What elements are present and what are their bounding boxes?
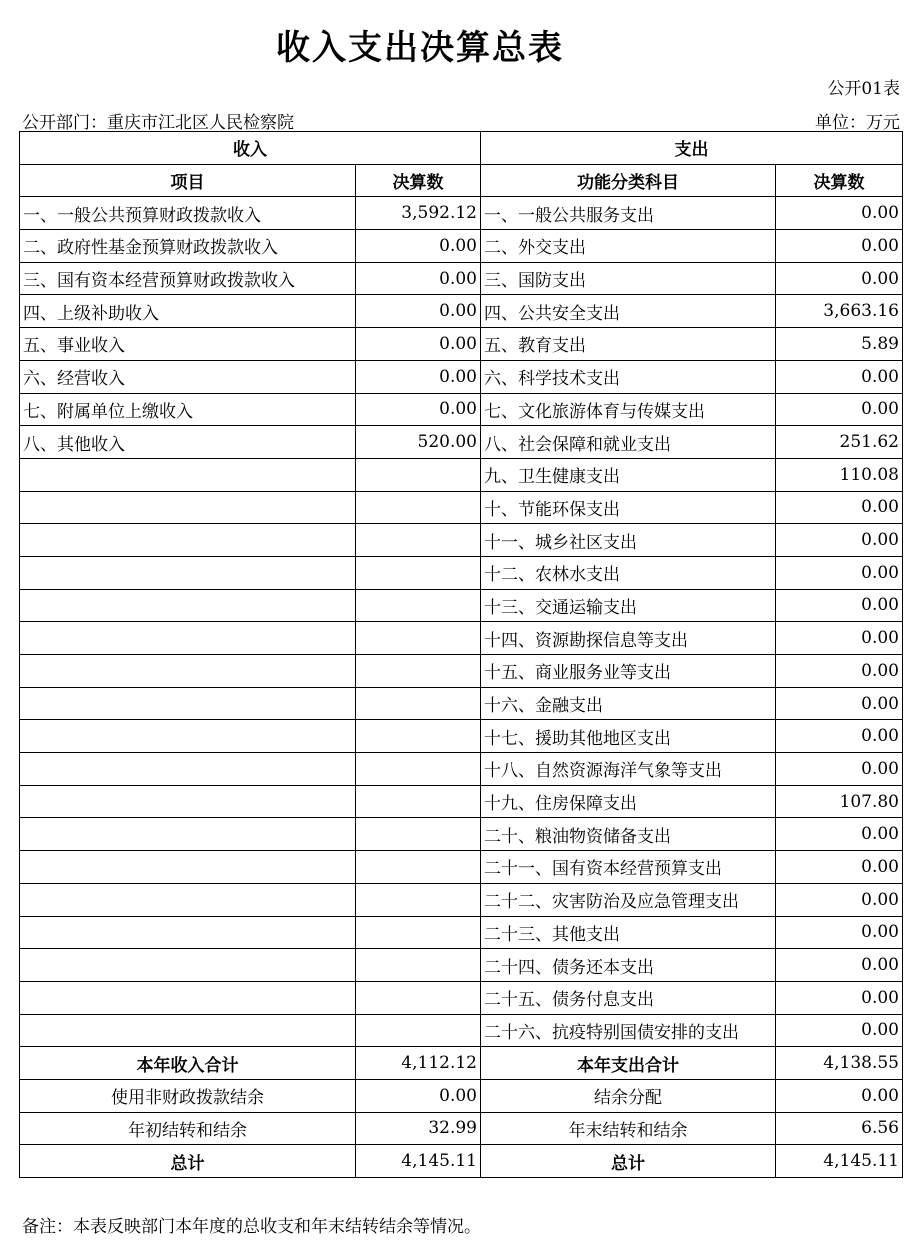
expense-amount-cell: 107.80 [776,785,903,818]
table-row [20,589,903,622]
expense-amount-cell: 0.00 [776,589,903,622]
income-item-cell [20,720,356,753]
summary-expense-amount: 4,138.55 [776,1047,903,1080]
summary-income-amount: 4,145.11 [356,1145,481,1178]
summary-row [20,1079,903,1112]
budget-table [19,131,903,1178]
table-row [20,426,903,459]
expense-item-cell: 二十一、国有资本经营预算支出 [481,851,776,884]
income-amount-cell [356,458,481,491]
table-row [20,883,903,916]
income-amount-cell [356,491,481,524]
income-item-cell: 三、国有资本经营预算财政拨款收入 [20,262,356,295]
table-row [20,360,903,393]
summary-income-label: 总计 [20,1145,356,1178]
income-item-cell: 八、其他收入 [20,426,356,459]
expense-amount-cell: 0.00 [776,720,903,753]
header-row-columns [20,164,903,197]
footnote: 备注：本表反映部门本年度的总收支和年末结转结余等情况。 [22,1217,481,1237]
expense-amount-cell: 251.62 [776,426,903,459]
income-item-cell [20,981,356,1014]
income-item-cell [20,916,356,949]
expense-item-cell: 十三、交通运输支出 [481,589,776,622]
income-item-cell [20,556,356,589]
summary-income-amount: 32.99 [356,1112,481,1145]
expense-amount-cell: 0.00 [776,556,903,589]
income-item-cell [20,655,356,688]
table-row [20,818,903,851]
table-row [20,197,903,230]
summary-expense-label: 本年支出合计 [481,1047,776,1080]
expense-amount-cell: 0.00 [776,491,903,524]
expense-amount-cell: 0.00 [776,262,903,295]
expense-item-cell: 五、教育支出 [481,328,776,361]
table-row [20,262,903,295]
income-amount-cell: 0.00 [356,360,481,393]
expense-item-cell: 六、科学技术支出 [481,360,776,393]
function-item-column-header: 功能分类科目 [481,164,776,197]
income-amount-cell: 0.00 [356,295,481,328]
expense-item-cell: 三、国防支出 [481,262,776,295]
table-row [20,393,903,426]
income-item-cell: 七、附属单位上缴收入 [20,393,356,426]
expense-item-cell: 二十四、债务还本支出 [481,949,776,982]
table-row [20,328,903,361]
table-row [20,916,903,949]
income-amount-cell: 0.00 [356,230,481,263]
table-row [20,720,903,753]
expense-item-cell: 二十三、其他支出 [481,916,776,949]
summary-income-amount: 0.00 [356,1079,481,1112]
summary-expense-amount: 4,145.11 [776,1145,903,1178]
income-item-cell: 四、上级补助收入 [20,295,356,328]
table-row [20,851,903,884]
expense-amount-cell: 0.00 [776,883,903,916]
income-amount-cell [356,883,481,916]
income-amount-cell [356,687,481,720]
summary-expense-label: 年末结转和结余 [481,1112,776,1145]
unit-label: 单位：万元 [815,113,900,133]
summary-expense-label: 总计 [481,1145,776,1178]
expense-amount-cell: 0.00 [776,687,903,720]
expense-section-header: 支出 [481,132,903,165]
expense-amount-cell: 0.00 [776,655,903,688]
income-amount-cell [356,720,481,753]
expense-amount-cell: 0.00 [776,524,903,557]
expense-item-cell: 十五、商业服务业等支出 [481,655,776,688]
income-item-cell [20,785,356,818]
income-amount-cell [356,981,481,1014]
expense-item-cell: 十八、自然资源海洋气象等支出 [481,753,776,786]
expense-item-cell: 二十二、灾害防治及应急管理支出 [481,883,776,916]
income-amount-cell [356,818,481,851]
page-title: 收入支出决算总表 [276,28,564,68]
income-amount-cell [356,949,481,982]
table-row [20,295,903,328]
income-item-cell: 六、经营收入 [20,360,356,393]
income-section-header: 收入 [20,132,481,165]
expense-item-cell: 七、文化旅游体育与传媒支出 [481,393,776,426]
expense-item-cell: 十一、城乡社区支出 [481,524,776,557]
expense-item-cell: 十六、金融支出 [481,687,776,720]
summary-row [20,1112,903,1145]
income-item-cell [20,687,356,720]
department-label: 公开部门：重庆市江北区人民检察院 [22,113,294,133]
expense-item-cell: 二十六、抗疫特别国债安排的支出 [481,1014,776,1047]
expense-amount-cell: 0.00 [776,916,903,949]
expense-amount-cell: 0.00 [776,1014,903,1047]
income-amount-column-header: 决算数 [356,164,481,197]
income-item-cell [20,753,356,786]
income-amount-cell: 520.00 [356,426,481,459]
income-amount-cell [356,851,481,884]
table-row [20,655,903,688]
income-item-cell [20,622,356,655]
income-amount-cell: 0.00 [356,393,481,426]
summary-income-amount: 4,112.12 [356,1047,481,1080]
table-row [20,785,903,818]
summary-expense-amount: 6.56 [776,1112,903,1145]
expense-item-cell: 一、一般公共服务支出 [481,197,776,230]
income-item-cell: 一、一般公共预算财政拨款收入 [20,197,356,230]
income-item-cell [20,524,356,557]
expense-item-cell: 二、外交支出 [481,230,776,263]
table-row [20,753,903,786]
expense-amount-cell: 0.00 [776,753,903,786]
expense-item-cell: 四、公共安全支出 [481,295,776,328]
summary-row [20,1145,903,1178]
header-row-sections [20,132,903,165]
expense-item-cell: 二十、粮油物资储备支出 [481,818,776,851]
income-item-cell: 五、事业收入 [20,328,356,361]
expense-amount-cell: 0.00 [776,851,903,884]
income-item-cell [20,491,356,524]
table-row [20,491,903,524]
table-row [20,949,903,982]
income-amount-cell [356,622,481,655]
summary-expense-label: 结余分配 [481,1079,776,1112]
summary-row [20,1047,903,1080]
expense-item-cell: 十二、农林水支出 [481,556,776,589]
expense-amount-cell: 0.00 [776,949,903,982]
expense-amount-cell: 110.08 [776,458,903,491]
expense-amount-cell: 0.00 [776,622,903,655]
income-item-cell [20,458,356,491]
table-row [20,458,903,491]
expense-amount-cell: 3,663.16 [776,295,903,328]
income-item-cell [20,851,356,884]
table-row [20,981,903,1014]
summary-income-label: 本年收入合计 [20,1047,356,1080]
income-amount-cell [356,785,481,818]
expense-item-cell: 八、社会保障和就业支出 [481,426,776,459]
expense-amount-cell: 0.00 [776,818,903,851]
table-row [20,1014,903,1047]
income-item-cell [20,883,356,916]
income-item-cell [20,818,356,851]
summary-income-label: 年初结转和结余 [20,1112,356,1145]
income-amount-cell [356,1014,481,1047]
table-row [20,622,903,655]
table-row [20,687,903,720]
income-amount-cell [356,655,481,688]
expense-item-cell: 九、卫生健康支出 [481,458,776,491]
income-amount-cell [356,524,481,557]
income-amount-cell: 0.00 [356,328,481,361]
expense-item-cell: 十、节能环保支出 [481,491,776,524]
expense-amount-cell: 0.00 [776,360,903,393]
income-amount-cell: 3,592.12 [356,197,481,230]
expense-amount-column-header: 决算数 [776,164,903,197]
income-amount-cell [356,916,481,949]
table-body [20,132,903,1178]
income-item-cell: 二、政府性基金预算财政拨款收入 [20,230,356,263]
expense-item-cell: 十四、资源勘探信息等支出 [481,622,776,655]
summary-expense-amount: 0.00 [776,1079,903,1112]
expense-item-cell: 十七、援助其他地区支出 [481,720,776,753]
expense-amount-cell: 5.89 [776,328,903,361]
item-column-header: 项目 [20,164,356,197]
table-row [20,524,903,557]
expense-amount-cell: 0.00 [776,393,903,426]
table-row [20,556,903,589]
expense-amount-cell: 0.00 [776,230,903,263]
income-item-cell [20,1014,356,1047]
table-row [20,230,903,263]
income-amount-cell [356,753,481,786]
expense-amount-cell: 0.00 [776,981,903,1014]
income-amount-cell: 0.00 [356,262,481,295]
form-number: 公开01表 [827,79,900,99]
income-amount-cell [356,589,481,622]
expense-amount-cell: 0.00 [776,197,903,230]
expense-item-cell: 十九、住房保障支出 [481,785,776,818]
summary-income-label: 使用非财政拨款结余 [20,1079,356,1112]
income-item-cell [20,589,356,622]
income-amount-cell [356,556,481,589]
income-item-cell [20,949,356,982]
expense-item-cell: 二十五、债务付息支出 [481,981,776,1014]
